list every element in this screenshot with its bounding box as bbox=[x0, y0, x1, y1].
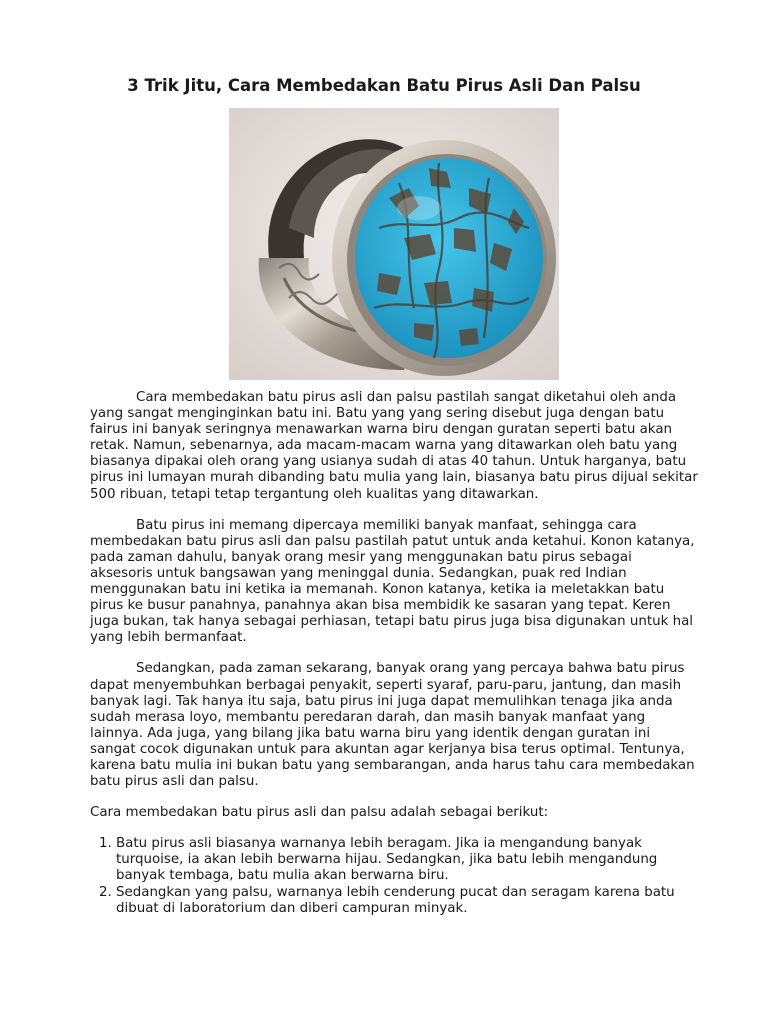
turquoise-ring-photo bbox=[229, 108, 559, 380]
paragraph: Batu pirus ini memang dipercaya memiliki banyak manfaat, sehingga cara membedakan batu pirus asli dan palsu pastilah patut untuk anda ketahui. Konon katanya, pada zaman dahulu, banyak orang mesir yang menggunakan batu pirus sebagai aksesoris untuk bangsawan yang meninggal dunia. Sedangkan, puak red Indian menggunakan batu ini ketika ia memanah. Konon katanya, ketika ia meletakkan batu pirus ke busur panahnya, panahnya akan bisa membidik ke sasaran yang tepat. Keren juga bukan, tak hanya sebagai perhiasan, tetapi batu pirus juga bisa digunakan untuk hal yang lebih bermanfaat. bbox=[90, 517, 695, 646]
list-item: 1. Batu pirus asli biasanya warnanya lebih beragam. Jika ia mengandung banyak turquoise, ia akan lebih berwarna hijau. Sedangkan, jika batu lebih mengandung banyak tembaga, batu mulia akan berwarna biru. bbox=[116, 836, 698, 884]
paragraph: Cara membedakan batu pirus asli dan palsu pastilah sangat diketahui oleh anda yang sangat menginginkan batu ini. Batu yang yang sering disebut juga dengan batu fairus ini banyak seringnya menawarkan warna biru dengan guratan seperti batu akan retak. Namun, sebenarnya, ada macam-macam warna yang ditawarkan oleh batu yang biasanya dipakai oleh orang yang usianya sudah di atas 40 tahun. Untuk harganya, batu pirus ini lumayan murah dibanding batu mulia yang lain, biasanya batu pirus dijual sekitar 500 ribuan, tetapi tetap tergantung oleh kualitas yang ditawarkan. bbox=[90, 390, 698, 502]
numbered-list bbox=[90, 836, 698, 916]
list-item: 2. Sedangkan yang palsu, warnanya lebih cenderung pucat dan seragam karena batu dibuat di laboratorium dan diberi campuran minyak. bbox=[116, 885, 698, 917]
article-body bbox=[90, 390, 698, 917]
list-intro: Cara membedakan batu pirus asli dan palsu adalah sebagai berikut: bbox=[90, 805, 549, 821]
document-title: 3 Trik Jitu, Cara Membedakan Batu Pirus Asli Dan Palsu bbox=[127, 76, 641, 95]
paragraph: Sedangkan, pada zaman sekarang, banyak orang yang percaya bahwa batu pirus dapat menyembuhkan berbagai penyakit, seperti syaraf, paru-paru, jantung, dan masih banyak lagi. Tak hanya itu saja, batu pirus ini juga dapat memulihkan tenaga jika anda sudah merasa loyo, membantu peredaran darah, dan masih banyak manfaat yang lainnya. Ada juga, yang bilang jika batu warna biru yang identik dengan guratan ini sangat cocok digunakan untuk para akuntan agar kerjanya bisa terus optimal. Tentunya, karena batu mulia ini bukan batu yang sembarangan, anda harus tahu cara membedakan batu pirus asli dan palsu. bbox=[90, 661, 695, 790]
